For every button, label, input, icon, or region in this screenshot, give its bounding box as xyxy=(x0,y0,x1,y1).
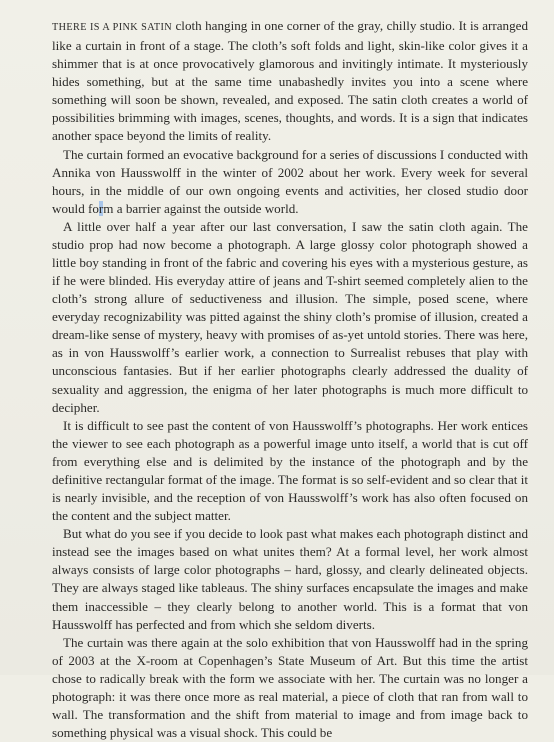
paragraph-1-text: cloth hanging in one corner of the gray, chilly studio. It is arranged like a curtain in front of a stage. The cloth’s soft folds and light, skin-like color gives it a shimmer that is at once provocatively glamorous and invitingly intimate. It mysteriously hides something, but at the same time unabashedly invites you into a scene where something will soon be shown, revealed, and exposed. The satin cloth creates a world of possibilities brimming with images, scenes, thoughts, and words. It is a sign that indicates another space beyond the limits of reality. xyxy=(52,18,529,144)
lead-in-small-caps: THERE IS A PINK SATIN xyxy=(52,22,173,33)
paragraph-2-text-before: The curtain formed an evocative background for a series of discussions I conducted with Annika von Hausswolff in the winter of 2002 about her work. Every week for several hours, in the middle of our own ongoing events and activities, her closed studio door would fo xyxy=(52,146,528,216)
body-text-column xyxy=(52,17,528,742)
paragraph-3: A little over half a year after our last conversation, I saw the satin cloth again. The studio prop had now become a photograph. A large glossy color photograph showed a little boy standing in front of the fabric and covering his eyes with a mysterious gesture, as if he were blinded. His everyday attire of jeans and T-shirt seemed completely alien to the cloth’s strong allure of seductiveness and illusion. The simple, posed scene, where everyday recognizability was pitted against the shiny cloth’s promise of illusion, created a dream-like sense of mystery, heavy with promises of as-yet untold stories. There was here, as in von Hausswolff’s earlier work, a connection to Surrealist rebuses that play with unconscious fantasies. But if her earlier photographs clearly addressed the duality of sexuality and aggression, the enigma of her later photographs is much more difficult to decipher. xyxy=(52,218,528,415)
paragraph-4: It is difficult to see past the content of von Hausswolff’s photographs. Her work entices the viewer to see each photograph as a powerful image unto itself, a world that is cut off from everything else and is delimited by the instance of the photograph and by the definitive rectangular format of the image. The format is so self-evident and so clear that it is nearly invisible, and the reception of von Hausswolff’s work has also often focused on the content and the subject matter. xyxy=(52,417,528,524)
paragraph-2 xyxy=(52,146,528,218)
paragraph-6: The curtain was there again at the solo exhibition that von Hausswolff had in the spring of 2003 at the X-room at Copenhagen’s State Museum of Art. But this time the artist chose to radically break with the form we associate with her. The curtain was no longer a photograph: it was there once more as real material, a piece of cloth that ran from wall to wall. The transformation and the shift from material to image and from image back to something physical was a visual shock. This could be xyxy=(52,634,528,741)
paragraph-2-text-after: m a barrier against the outside world. xyxy=(103,200,299,216)
paragraph-1 xyxy=(52,17,528,146)
text-selection-highlight[interactable]: r xyxy=(98,200,104,216)
paragraph-5: But what do you see if you decide to look past what makes each photograph distinct and instead see the images based on what unites them? At a formal level, her work almost always consists of large color photographs – hard, glossy, and clearly delineated objects. They are always staged like tableaus. The shiny surfaces encapsulate the images and make them inaccessible – they clearly belong to another world. This is a format that von Hausswolff has perfected and from which she seldom diverts. xyxy=(52,526,528,632)
